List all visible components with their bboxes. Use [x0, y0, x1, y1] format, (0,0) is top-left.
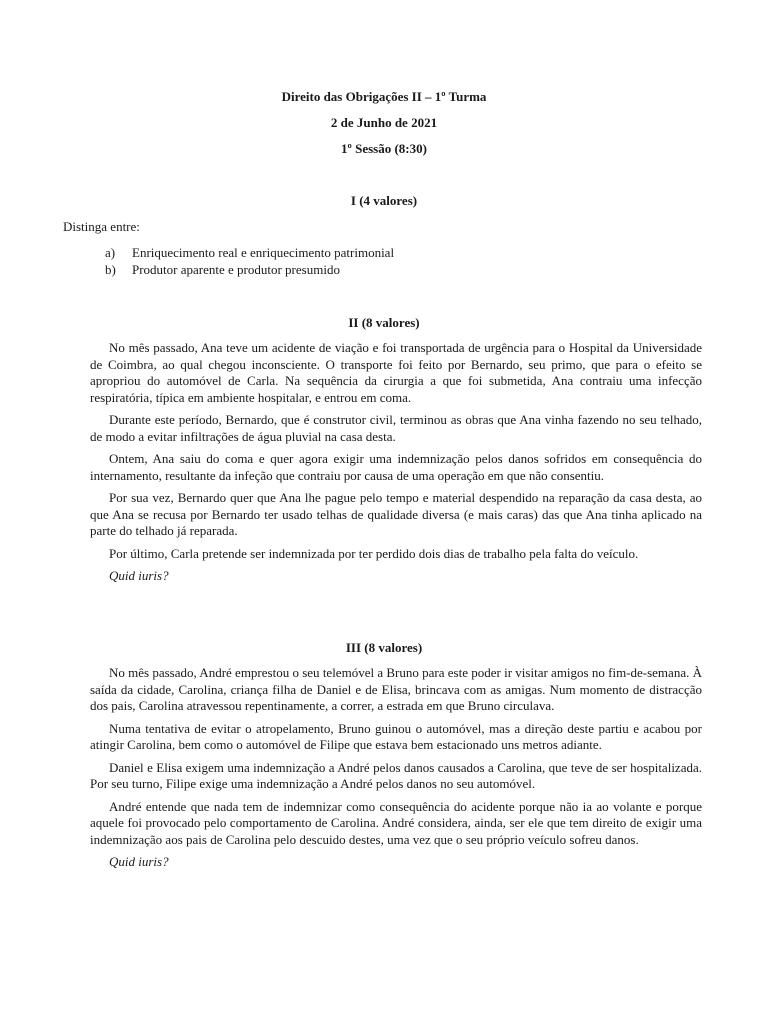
paragraph: Ontem, Ana saiu do coma e quer agora exigir uma indemnização pelos danos sofridos em consequência do internamento, resultante da infeção que contraiu por causa de uma operação em que não consentiu. — [90, 451, 702, 483]
list-item-text: Enriquecimento real e enriquecimento patrimonial — [132, 245, 395, 260]
paragraph: Por último, Carla pretende ser indemnizada por ter perdido dois dias de trabalho pela falta do veículo. — [109, 545, 639, 561]
section-2-heading: II (8 valores) — [348, 315, 420, 330]
section-3-heading: III (8 valores) — [345, 640, 423, 655]
paragraph: No mês passado, André emprestou o seu telemóvel a Bruno para este poder ir visitar amigos no fim-de-semana. À saída da cidade, Carolina, criança filha de Daniel e de Elisa, brincava com as amigas. Num momento de distracção dos pais, Carolina atravessou repentinamente, a correr, a estrada em que Bruno circulava. — [90, 665, 702, 713]
paragraph: Daniel e Elisa exigem uma indemnização a André pelos danos causados a Carolina, que teve de ser hospitalizada. Por seu turno, Filipe exige uma indemnização a André pelos danos no seu automóvel. — [90, 759, 702, 791]
paragraph: Durante este período, Bernardo, que é construtor civil, terminou as obras que Ana vinha fazendo no seu telhado, de modo a evitar infiltrações de água pluvial na casa desta. — [90, 412, 702, 444]
section-2-body — [90, 340, 702, 585]
quid-iuris: Quid iuris? — [109, 568, 169, 583]
section-1-intro: Distinga entre: — [63, 219, 140, 234]
list-item-text: Produtor aparente e produtor presumido — [132, 262, 340, 277]
exam-date: 2 de Junho de 2021 — [330, 115, 438, 130]
session-label: 1º Sessão (8:30) — [341, 141, 427, 156]
list-item-label: b) — [105, 262, 116, 277]
section-1-heading: I (4 valores) — [350, 193, 418, 208]
paragraph: André entende que nada tem de indemnizar como consequência do acidente porque não ia ao volante e porque aquele foi provocado pelo comportamento de Carolina. André considera, ainda, ser ele que tem direito de exigir uma indemnização aos pais de Carolina pelo descuido destes, uma vez que o seu próprio veículo sofreu danos. — [90, 798, 702, 847]
section-3-body — [90, 665, 702, 871]
list-item — [105, 245, 394, 262]
paragraph: Numa tentativa de evitar o atropelamento, Bruno guinou o automóvel, mas a direção deste partiu e acabou por atingir Carolina, bem como o automóvel de Filipe que estava bem estacionado uns metros adiante. — [90, 720, 702, 752]
list-item-label: a) — [105, 245, 116, 260]
paragraph: No mês passado, Ana teve um acidente de viação e foi transportada de urgência para o Hospital da Universidade de Coimbra, ao qual chegou inconsciente. O transporte foi feito por Bernardo, seu primo, que para o efeito se apropriou do automóvel de Carla. Na sequência da cirurgia a que foi submetida, Ana contraiu uma infecção respiratória, típica em ambiente hospitalar, e entrou em coma. — [90, 340, 702, 405]
paragraph: Por sua vez, Bernardo quer que Ana lhe pague pelo tempo e material despendido na reparação da casa desta, ao que Ana se recusa por Bernardo ter usado telhas de qualidade diversa (e mais caras) das que Ana tinha aplicado na parte do telhado já reparada. — [90, 490, 702, 538]
document-title: Direito das Obrigações II – 1º Turma — [281, 89, 487, 104]
list-item — [105, 262, 340, 279]
quid-iuris: Quid iuris? — [109, 854, 169, 869]
